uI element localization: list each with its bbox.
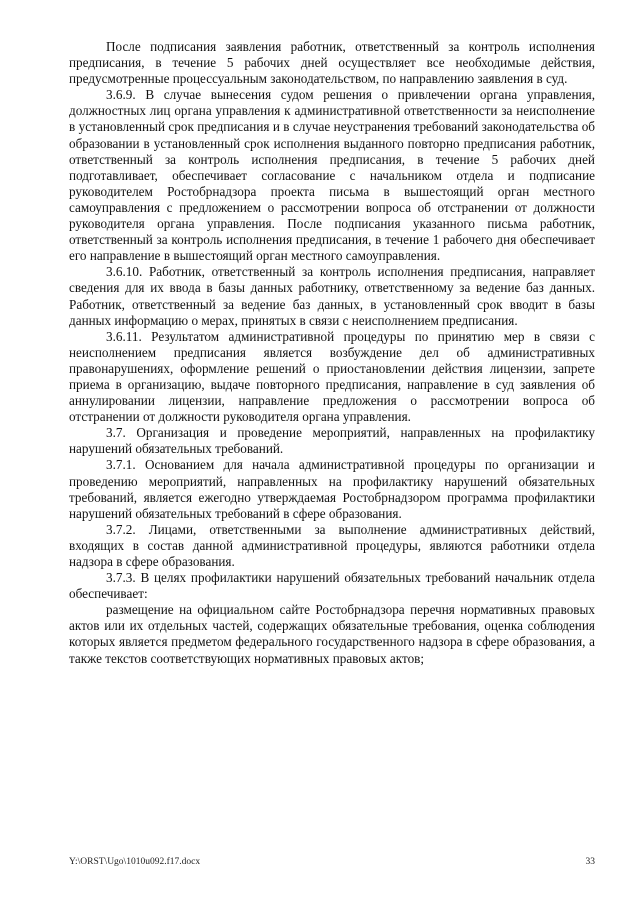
- paragraph: 3.7. Организация и проведение мероприятий, направленных на профилактику нарушений обязательных требований.: [69, 425, 595, 457]
- paragraph: 3.6.10. Работник, ответственный за контроль исполнения предписания, направляет сведения для их ввода в базы данных работнику, ответственному за ведение баз данных. Работник, ответственный за ведение баз данных, в установленный срок вводит в базы данных информацию о мерах, принятых в связи с неисполнением предписания.: [69, 264, 595, 328]
- paragraph: 3.6.9. В случае вынесения судом решения о привлечении органа управления, должностных лиц органа управления к административной ответственности за неисполнение в установленный срок предписания и в случае неустранения требований законодательства об образовании в установленный срок исполнения выданного повторно предписания работник, ответственный за контроль исполнения предписания, в течение 5 рабочих дней подготавливает, обеспечивает согласование с начальником отдела и подписание руководителем Ростобрнадзора проекта письма в вышестоящий орган местного самоуправления с предложением о рассмотрении вопроса об отстранении от должности руководителя органа управления. После подписания указанного письма работник, ответственный за контроль исполнения предписания, в течение 1 рабочего дня обеспечивает его направление в вышестоящий орган местного самоуправления.: [69, 87, 595, 264]
- paragraph: После подписания заявления работник, ответственный за контроль исполнения предписания, в течение 5 рабочих дней осуществляет все необходимые действия, предусмотренные процессуальным законодательством, по направлению заявления в суд.: [69, 39, 595, 87]
- page-footer: [69, 857, 595, 867]
- paragraph: 3.7.2. Лицами, ответственными за выполнение административных действий, входящих в состав данной административной процедуры, являются работники отдела надзора в сфере образования.: [69, 521, 595, 569]
- paragraph: размещение на официальном сайте Ростобрнадзора перечня нормативных правовых актов или их отдельных частей, содержащих обязательные требования, оценка соблюдения которых является предметом федерального государственного надзора в сфере образования, а также текстов соответствующих нормативных правовых актов;: [69, 602, 595, 666]
- footer-file-path: Y:\ORST\Ugo\1010u092.f17.docx: [69, 857, 201, 867]
- paragraph: 3.7.3. В целях профилактики нарушений обязательных требований начальник отдела обеспечивает:: [69, 570, 595, 602]
- paragraph: 3.7.1. Основанием для начала административной процедуры по организации и проведению мероприятий, направленных на профилактику нарушений обязательных требований, является ежегодно утверждаемая Ростобрнадзором программа профилактики нарушений обязательных требований в сфере образования.: [69, 457, 595, 521]
- page-number: 33: [585, 857, 595, 867]
- paragraph: 3.6.11. Результатом административной процедуры по принятию мер в связи с неисполнением предписания является возбуждение дел об административных правонарушениях, оформление решений о приостановлении действия лицензии, запрете приема в организацию, выдаче повторного предписания, направление в суд заявления об аннулировании лицензии, направление предложения о рассмотрении вопроса об отстранении от должности руководителя органа управления.: [69, 328, 595, 425]
- document-body: [69, 39, 595, 667]
